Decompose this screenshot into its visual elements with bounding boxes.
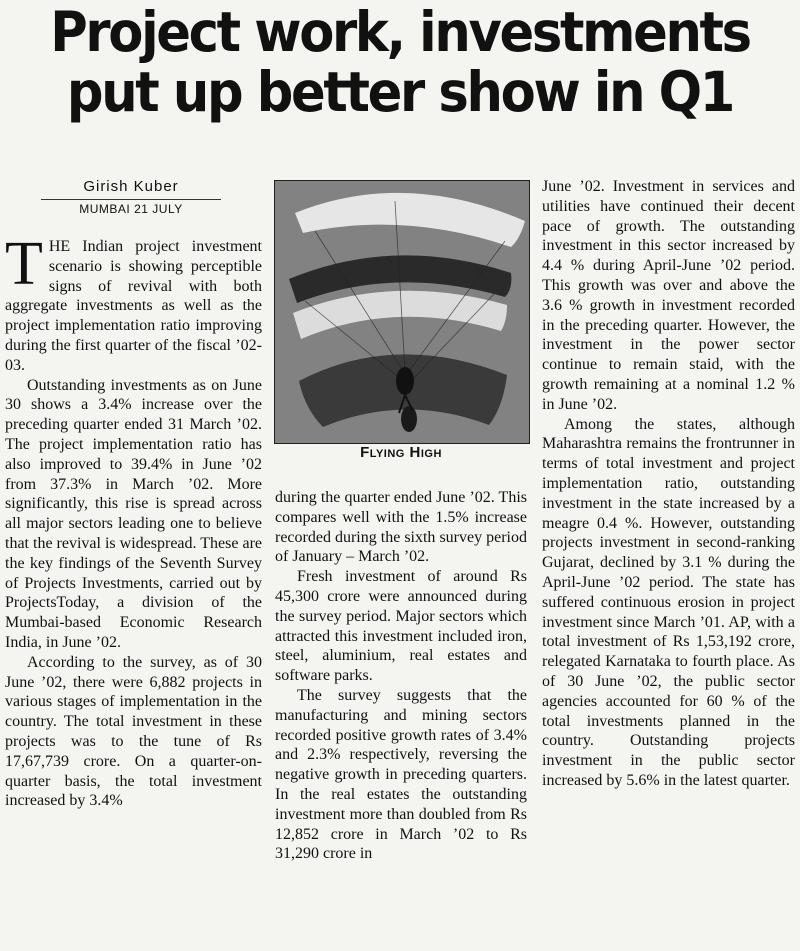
photo-caption: Flying High [360,444,442,461]
byline [0,178,262,216]
headline-line-2: put up better show in Q1 [66,60,734,124]
article-paragraph: The survey suggests that the manufacturing and mining sectors recorded positive growth rates of 3.4% and 2.3% respectively, reversing the negative growth in preceding quarters. In the real estates the outstanding investment more than doubled from Rs 12,852 crore in March ’02 to Rs 31,290 crore in [275,686,527,863]
headline-line-1: Project work, investments [50,0,750,64]
author-name: Girish Kuber [83,178,179,195]
paragraph-text: HE Indian project investment scenario is showing perceptible signs of revival with both aggregate investments as well as the project implementation ratio improving during the first quarter of the fiscal ’02-03. [5,238,262,374]
article-paragraph: Fresh investment of around Rs 45,300 crore were announced during the survey period. Major sectors which attracted this investment included iron, steel, aluminium, real estates and software parks. [275,568,527,685]
article-paragraph [5,230,262,376]
article-column-3 [542,177,795,791]
article-paragraph: Outstanding investments as on June 30 shows a 3.4% increase over the preceding quarter ended 31 March ’02. The project implementation ratio has also improved to 39.4% in June ’02 from 37.3% in March ’02. More significantly, this rise is spread across all major sectors leading one to believe that the revival is widespread. These are the key findings of the Seventh Survey of Projects Investments, carried out by ProjectsToday, a division of the Mumbai-based Economic Research India, in June ’02. [5,376,262,651]
headline [28,2,772,122]
article-column-1 [5,230,262,811]
paragliders-photo [274,180,530,444]
article-paragraph: According to the survey, as of 30 June ’02, there were 6,882 projects in various stages of implementation in the country. The total investment in these projects was to the tune of Rs 17,67,739 crore. On a quarter-on-quarter basis, the total investment increased by 3.4% [5,653,262,810]
dateline: MUMBAI 21 JULY [79,202,183,216]
paragliders-photo-icon [275,181,529,443]
article-column-2 [275,488,527,864]
drop-cap: T [5,230,43,298]
article-paragraph: Among the states, although Maharashtra remains the frontrunner in terms of total investment and project implementation ratio, outstanding investment in the state increased by a meagre 0.4 %. However, outstanding projects investment in second-ranking Gujarat, declined by 3.1 % during the April-June ’02 period. The state has suffered continuous erosion in project investment since March ’01. AP, with a total investment of Rs 1,53,192 crore, relegated Karnataka to fourth place. As of 30 June ’02, the public sector agencies accounted for 60 % of the total investments planned in the country. Outstanding projects investment in the public sector increased by 5.6% in the latest quarter. [542,415,795,789]
article-paragraph: June ’02. Investment in services and utilities have continued their decent pace of growth. The outstanding investment in this sector increased by 4.4 % during April-June ’02 period. This growth was over and above the 3.6 % growth in investment recorded in the preceding quarter. However, the investment in the power sector continue to remain staid, with the growth remaining at a nominal 1.2 % in June ’02. [542,178,795,413]
byline-divider [41,199,221,200]
article-paragraph: during the quarter ended June ’02. This compares well with the 1.5% increase recorded during the sixth survey period of January – March ’02. [275,489,527,566]
